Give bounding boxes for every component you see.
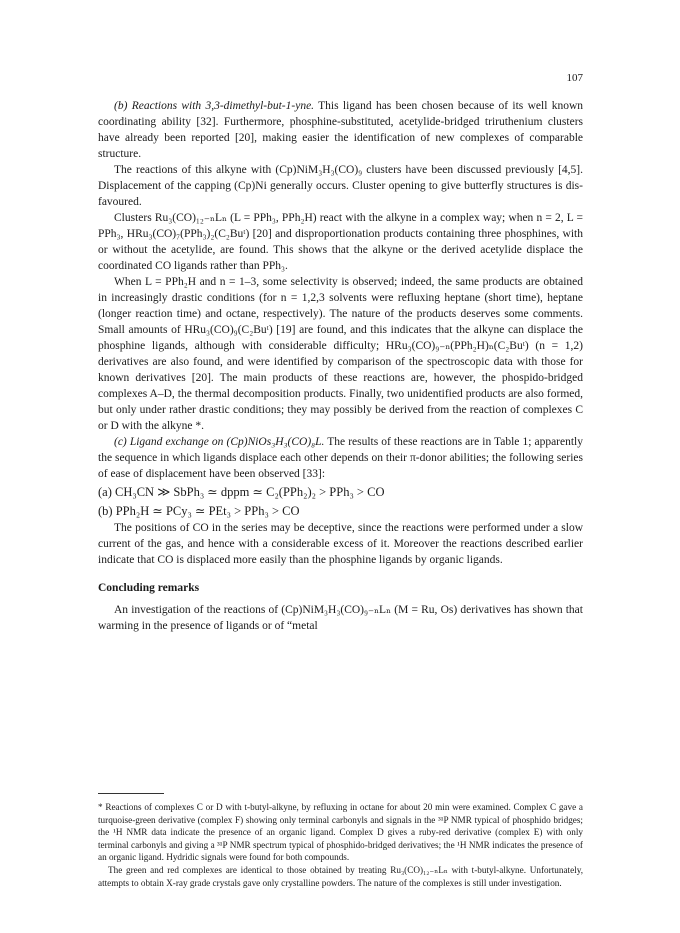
paragraph-co-position: The positions of CO in the series may be deceptive, since the reactions were performed under a slow current of the gas, and hence with a considerable excess of it. Moreover the reactions described earlier indicate that CO is displaced more easily than the phosphine ligands by organic ligands. xyxy=(98,522,583,566)
paragraph-text: This ligand has been chosen because of its well known coordinating ability [32]. Furthermore, phosphine-substituted, acetylide-bridged triruthenium clusters have already been reported [20], making easier the identification of new complexes of comparable structure. xyxy=(98,100,583,160)
footnote-divider xyxy=(98,793,164,794)
displacement-series-a: (a) CH₃CN ≫ SbPh₃ ≃ dppm ≃ C₂(PPh₂)₂ > PPh₃ > CO xyxy=(98,485,385,499)
paragraph-previous-work: The reactions of this alkyne with (Cp)NiM₃H₃(CO)₉ clusters have been discussed previously [4,5]. Displacement of the capping (Cp)Ni generally occurs. Cluster opening to give butterfly structures is dis-favoured. xyxy=(98,164,583,208)
page-number: 107 xyxy=(566,72,583,84)
paragraph-alkyne-reactions xyxy=(98,98,583,162)
paragraph-ru3-clusters: Clusters Ru₃(CO)₁₂₋ₙLₙ (L = PPh₃, PPh₂H) react with the alkyne in a complex way; when n = 2, L = PPh₃, HRu₃(CO)₇(PPh₃)₂(C₂Buᵗ) [20] and disproportionation products containing three phosphines, with or without the acetylide, are found. This shows that the alkyne or the derived acetylide displace the coordinated CO ligands rather than PPh₃. xyxy=(98,212,583,272)
displacement-series-b: (b) PPh₂H ≃ PCy₃ ≃ PEt₃ > PPh₃ > CO xyxy=(98,504,300,518)
paragraph-conclusion: An investigation of the reactions of (Cp)NiM₃H₃(CO)₉₋ₙLₙ (M = Ru, Os) derivatives has shown that warming in the presence of ligands or of “metal xyxy=(98,604,583,632)
paragraph-text: The results of these reactions are in Table 1; apparently the sequence in which ligands displace each other depends on their π-donor abilities; the following series of ease of displacement have been observed [33]: xyxy=(98,436,583,480)
footnote xyxy=(98,801,583,889)
main-text xyxy=(98,98,583,634)
section-heading-concluding: Concluding remarks xyxy=(98,582,200,594)
paragraph-ligand-exchange xyxy=(98,434,583,482)
footnote-paragraph-1: * Reactions of complexes C or D with t-butyl-alkyne, by refluxing in octane for about 20 min were examined. Complex C gave a turquoise-green derivative (complex F) showing only terminal carbonyls and signals in the ³¹P NMR typical of phosphido bridges; the ¹H NMR data indicate the presence of an organic ligand. Complex D gives a ruby-red derivative (complex E) with only terminal carbonyls and giving a ³¹P NMR spectrum typical of phosphido-bridged derivatives; the ¹H NMR indicates the presence of an organic ligand. Hydridic signals were found for both compounds. xyxy=(98,802,583,863)
footnote-paragraph-2: The green and red complexes are identical to those obtained by treating Ru₃(CO)₁₂₋ₙLₙ with t-butyl-alkyne. Unfortunately, attempts to obtain X-ray grade crystals gave only crystalline powders. The nature of the complexes is still under investigation. xyxy=(98,864,583,888)
subsection-heading-c: (c) Ligand exchange on (Cp)NiOs₃H₃(CO)₈L. xyxy=(114,436,325,448)
subsection-heading-b: (b) Reactions with 3,3-dimethyl-but-1-yne. xyxy=(114,100,315,112)
paragraph-selectivity: When L = PPh₂H and n = 1–3, some selectivity is observed; indeed, the same products are obtained in increasingly drastic conditions (for n = 1,2,3 solvents were refluxing heptane (short time), heptane (longer reaction time) and octane, respectively). The nature of the products deserves some comments. Small amounts of HRu₃(CO)₉(C₂Buᵗ) [19] are found, and this indicates that the alkyne can displace the phosphine ligands, although with considerable difficulty; HRu₃(CO)₉₋ₙ(PPh₂H)ₙ(C₂Buᵗ) (n = 1,2) derivatives are also found, and were identified by comparison of the spectroscopic data with those for known derivatives [20]. The main products of these reactions are, however, the phospido-bridged complexes A–D, the thermal decomposition products. Finally, two unidentified products are also formed, but only under rather drastic conditions; they may possibly be derived from the reaction of complexes C or D with the alkyne *. xyxy=(98,276,583,432)
